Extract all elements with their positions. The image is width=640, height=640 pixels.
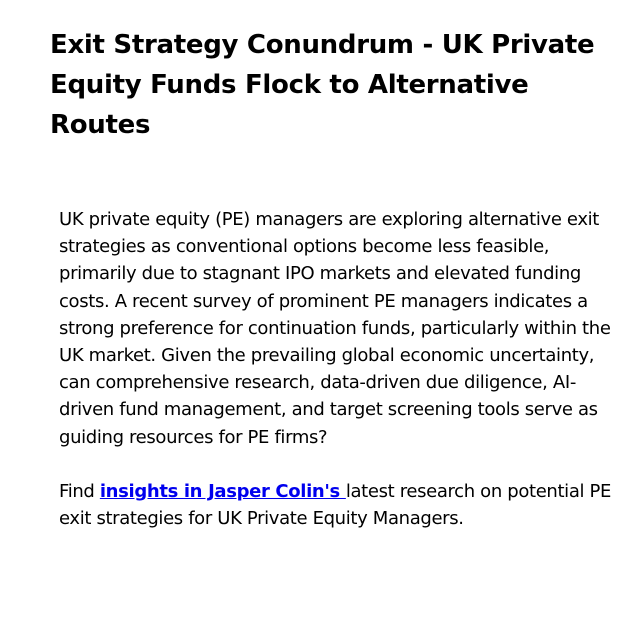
cta-prefix-text: Find — [59, 480, 100, 502]
slide-title: Exit Strategy Conundrum - UK Private Equity Funds Flock to Alternative Routes — [50, 30, 595, 140]
jasper-colin-insights-link[interactable]: insights in Jasper Colin's — [99, 480, 346, 502]
cta-suffix-text: latest research on potential PE exit strategies for UK Private Equity Managers. — [59, 480, 612, 530]
body-paragraph-intro: UK private equity (PE) managers are exploring alternative exit strategies as conventional options become less feasible, primarily due to stagnant IPO markets and elevated funding costs. A recent survey of prominent PE managers indicates a strong preference for continuation funds, particularly within the UK market. Given the prevailing global economic uncertainty, can comprehensive research, data-driven due diligence, AI-driven fund management, and target screening tools serve as guiding resources for PE firms? — [59, 209, 611, 448]
body-paragraph-cta — [59, 478, 619, 532]
slide-body — [59, 206, 619, 532]
